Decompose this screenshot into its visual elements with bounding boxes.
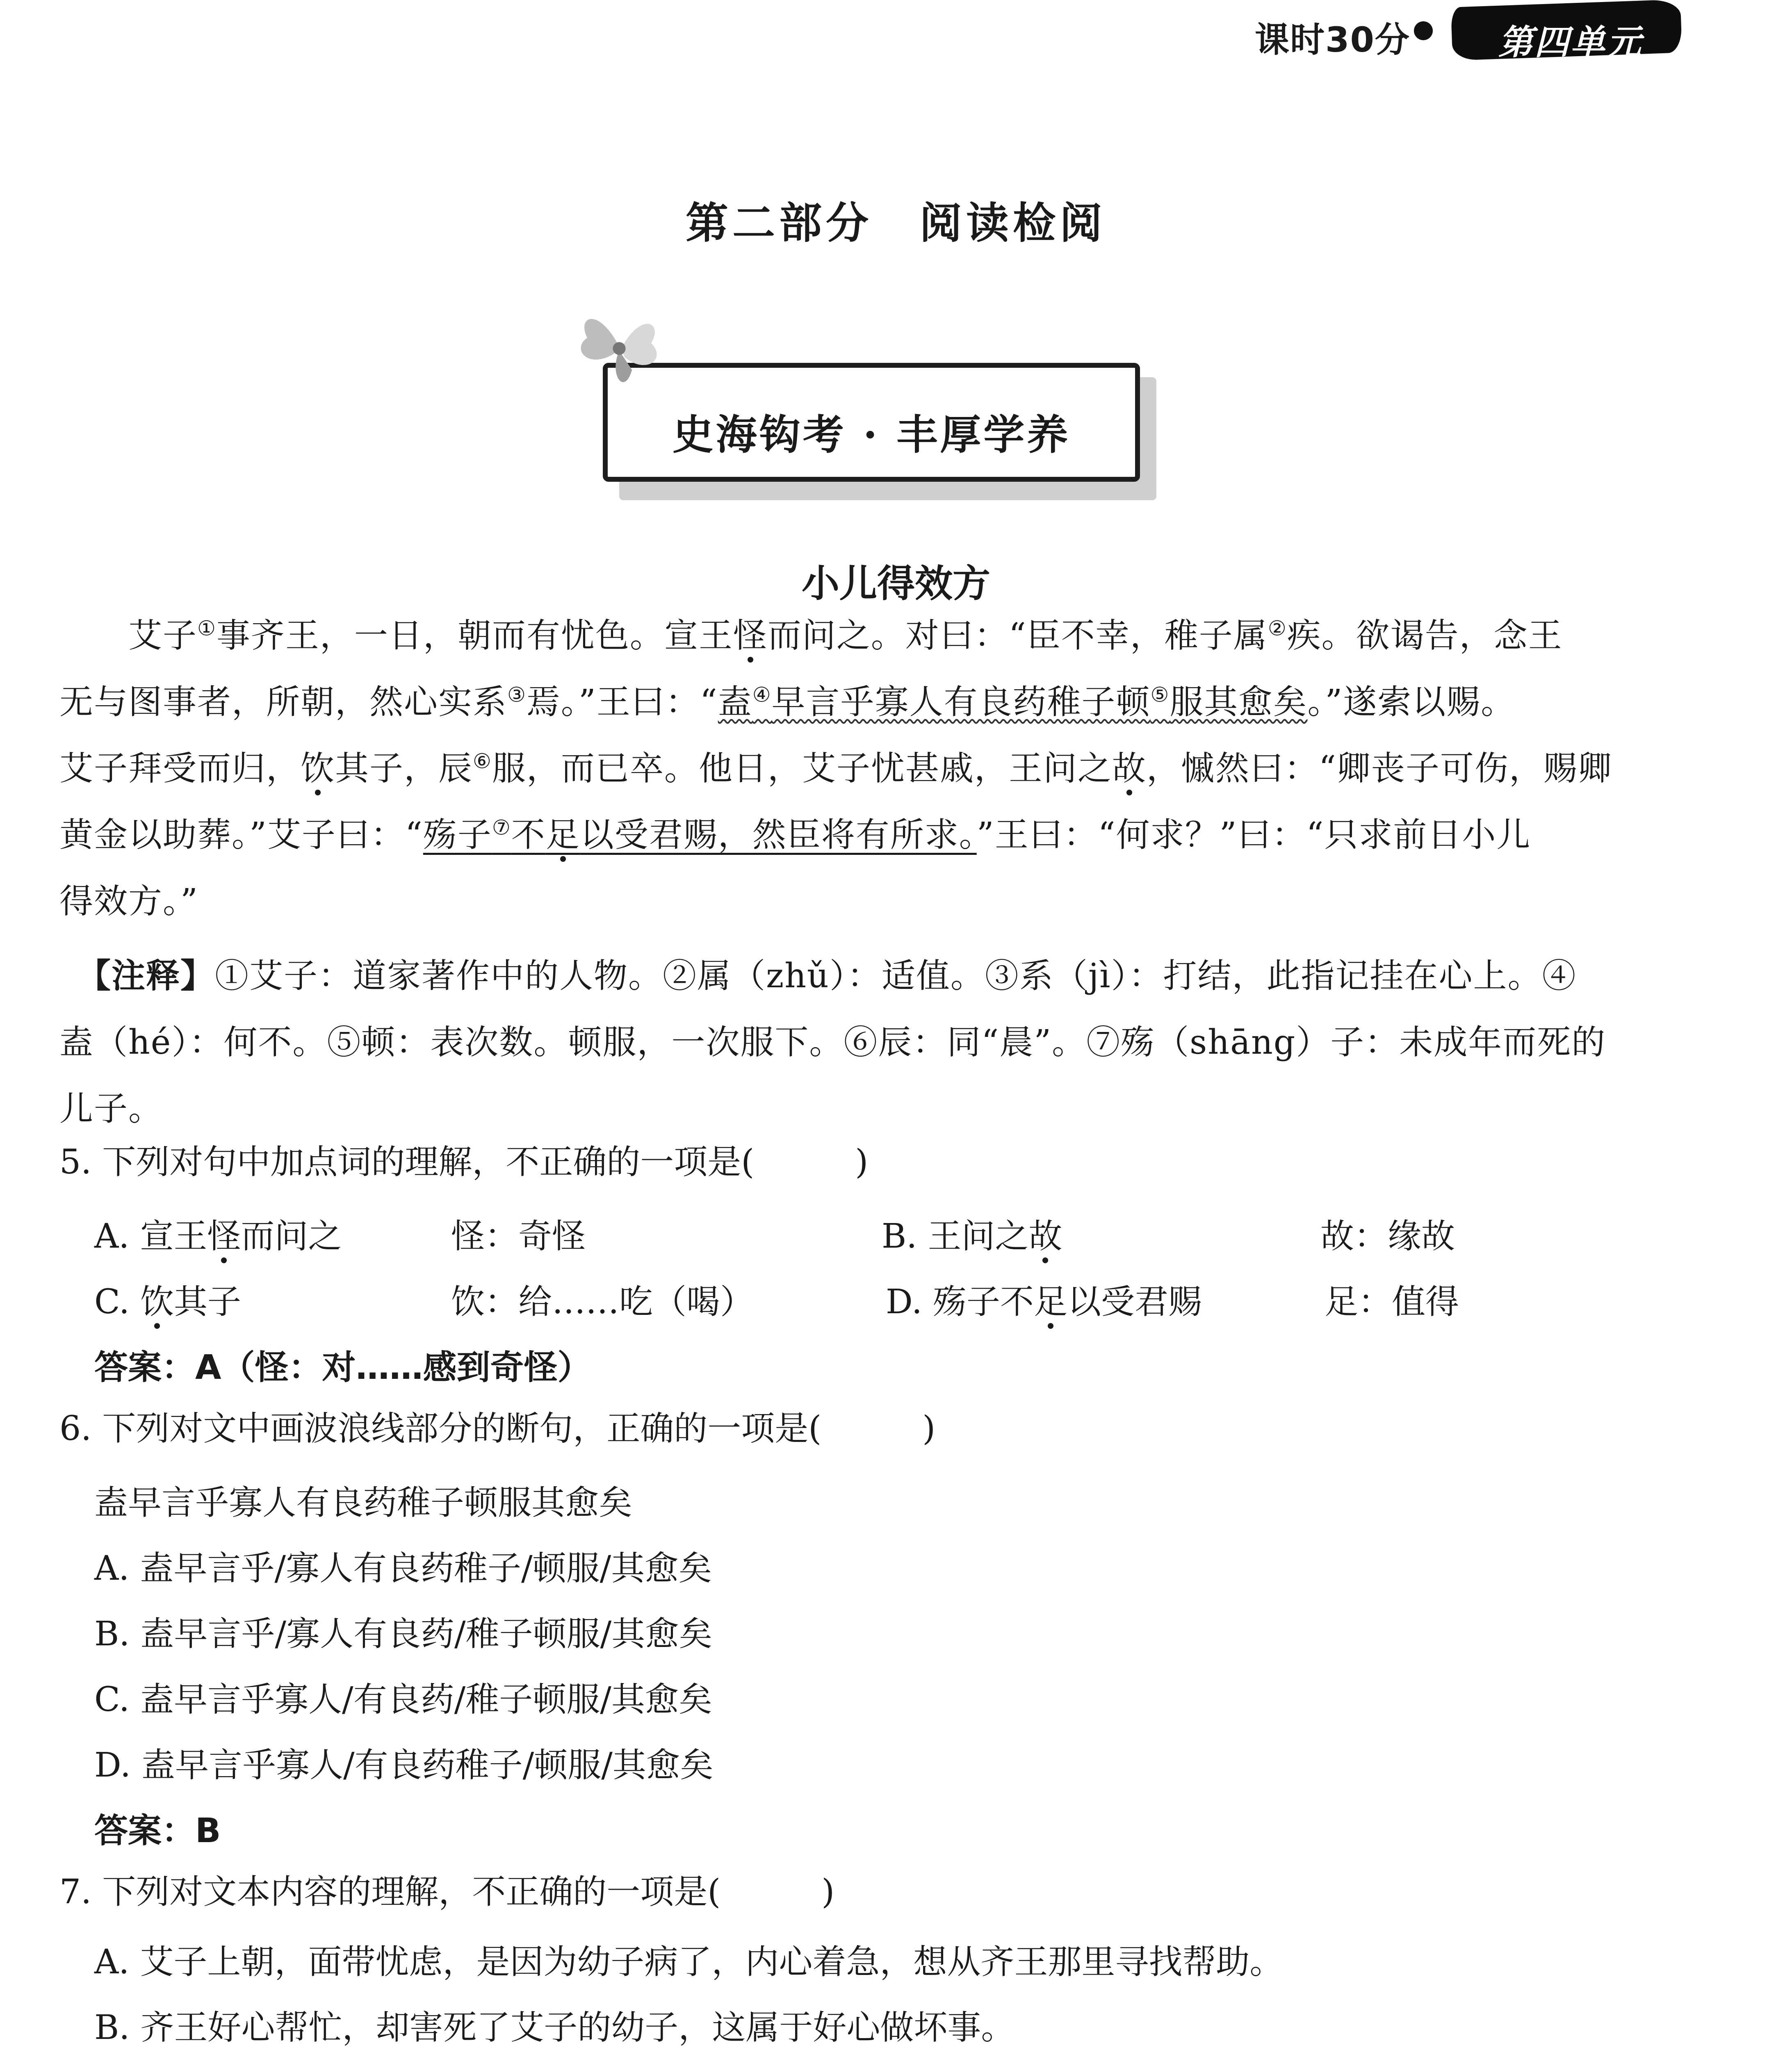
passage-line: 艾子拜受而归，饮其子，辰⑥服，而已卒。他日，艾子忧甚戚，王问之故，慽然曰：“卿丧子可伤，赐卿 <box>59 749 1612 788</box>
dotted-word: 故 <box>1112 749 1147 788</box>
q7-option-b: B. 齐王好心帮忙，却害死了艾子的幼子，这属于好心做坏事。 <box>94 2008 1015 2047</box>
q7-option-a: A. 艾子上朝，面带忧虑，是因为幼子病了，内心着急，想从齐王那里寻找帮助。 <box>94 1943 1284 1982</box>
passage-line: 艾子①事齐王，一日，朝而有忧色。宣王怪而问之。对曰：“臣不幸，稚子属②疾。欲谒告，念王 <box>128 616 1563 655</box>
dotted-word: 足 <box>545 815 580 854</box>
q5-answer: 答案：A（怪：对……感到奇怪） <box>94 1348 591 1387</box>
q5-option-a-def: 怪：奇怪 <box>451 1217 586 1256</box>
q6-option-a: A. 盍早言乎/寡人有良药稚子/顿服/其愈矣 <box>94 1549 712 1588</box>
passage <box>59 603 1700 935</box>
header-label: 课时30分 <box>1255 20 1410 60</box>
unit-label: 第四单元 <box>1498 22 1643 62</box>
passage-line: 无与图事者，所朝，然心实系③焉。”王曰：“盍④早言乎寡人有良药稚子顿⑤服其愈矣。”遂索以赐。 <box>59 683 1516 722</box>
passage-line: 黄金以助葬。”艾子曰：“殇子⑦不足以受君赐，然臣将有所求。”王曰：“何求？”曰：“只求前日小儿 <box>59 815 1531 854</box>
q5-option-c-def: 饮：给……吃（喝） <box>451 1282 754 1321</box>
notes-label: 【注释】 <box>94 957 215 995</box>
q6-option-b: B. 盍早言乎/寡人有良药/稚子顿服/其愈矣 <box>94 1615 713 1654</box>
wavy-underlined-sentence: 盍④早言乎寡人有良药稚子顿⑤服其愈矣 <box>718 683 1308 722</box>
annotations <box>59 943 1700 1142</box>
note-line: 盍（hé）：何不。⑤顿：表次数。顿服，一次服下。⑥辰：同“晨”。⑦殇（shāng）子：未成年而死的 <box>59 1023 1606 1062</box>
dotted-word: 饮 <box>301 749 335 788</box>
story-title: 小儿得效方 <box>801 562 990 606</box>
flower-icon <box>566 295 673 402</box>
underlined-sentence: 殇子⑦不足以受君赐，然臣将有所求。 <box>423 815 977 854</box>
q6-option-d: D. 盍早言乎寡人/有良药稚子/顿服/其愈矣 <box>94 1746 714 1785</box>
q5-stem: 5. 下列对句中加点词的理解，不正确的一项是( ) <box>59 1143 869 1182</box>
q5-option-b-def: 故：缘故 <box>1320 1217 1455 1256</box>
note-line: 【注释】①艾子：道家著作中的人物。②属（zhǔ）：适值。③系（jì）：打结，此指记挂在心上。④ <box>94 957 1577 995</box>
q5-option-b: B. 王问之故 <box>882 1217 1062 1256</box>
q5-option-d-def: 足：值得 <box>1325 1282 1459 1321</box>
q6-answer: 答案：B <box>94 1811 221 1850</box>
q6-sentence: 盍早言乎寡人有良药稚子顿服其愈矣 <box>94 1483 633 1522</box>
q6-option-c: C. 盍早言乎寡人/有良药/稚子顿服/其愈矣 <box>94 1680 712 1719</box>
q7-stem: 7. 下列对文本内容的理解，不正确的一项是( ) <box>59 1872 835 1911</box>
banner-title: 史海钩考 · 丰厚学养 <box>672 410 1071 459</box>
q5-option-c: C. 饮其子 <box>94 1282 241 1321</box>
passage-line: 得效方。” <box>59 882 198 921</box>
dotted-word: 怪 <box>733 616 768 655</box>
header-bullet-icon <box>1414 21 1433 40</box>
q5-option-d: D. 殇子不足以受君赐 <box>886 1282 1202 1321</box>
q6-stem: 6. 下列对文中画波浪线部分的断句，正确的一项是( ) <box>59 1409 936 1448</box>
note-line: 儿子。 <box>59 1089 163 1128</box>
section-title: 第二部分 阅读检阅 <box>685 198 1106 248</box>
q5-option-a: A. 宣王怪而问之 <box>94 1217 342 1256</box>
